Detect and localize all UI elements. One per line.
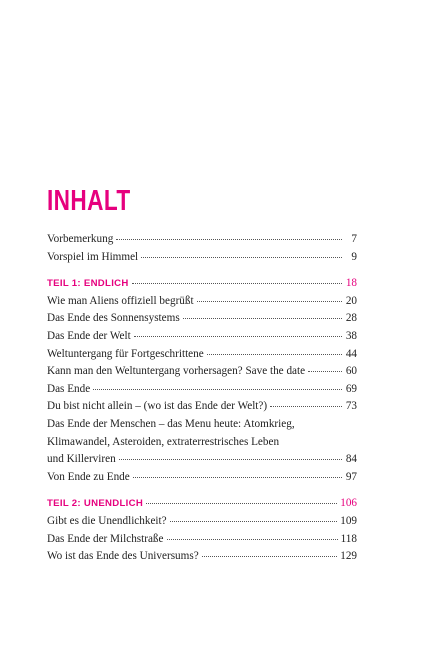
toc-entry-title: und Killerviren <box>47 453 116 466</box>
dot-leader <box>93 389 342 390</box>
toc-page-number: 20 <box>345 294 357 307</box>
toc-entry-title: Wie man Aliens offiziell begrüßt <box>47 294 194 307</box>
dot-leader <box>132 283 342 284</box>
toc-entry[interactable] <box>47 533 357 551</box>
toc-entry-title: Vorbemerkung <box>47 233 114 245</box>
toc-entry-title: Weltuntergang für Fortgeschrittene <box>47 347 204 360</box>
toc-entry-title: Das Ende <box>47 382 91 395</box>
toc-entry-title: TEIL 1: ENDLICH <box>47 278 129 290</box>
toc-entry-title: Das Ende der Welt <box>47 329 131 342</box>
toc-entry-title: TEIL 2: UNENDLICH <box>47 498 144 510</box>
toc-page-number: 73 <box>345 400 357 413</box>
table-of-contents <box>47 233 357 568</box>
dot-leader <box>134 336 342 337</box>
toc-part-heading[interactable] <box>47 277 357 295</box>
dot-leader <box>170 521 338 522</box>
toc-entry[interactable] <box>47 453 357 471</box>
toc-entry[interactable] <box>47 365 357 383</box>
dot-leader <box>133 477 342 478</box>
toc-entry-title: Das Ende des Sonnensystems <box>47 312 180 325</box>
toc-page-number: 106 <box>340 497 357 510</box>
toc-entry-title: Das Ende der Menschen – das Menu heute: Atomkrieg, <box>47 417 295 430</box>
toc-entry-title: Das Ende der Milchstraße <box>47 532 164 545</box>
toc-page-number: 69 <box>345 382 357 395</box>
toc-page-number: 18 <box>345 277 357 290</box>
toc-entry-title: Klimawandel, Asteroiden, extraterrestrisches Leben <box>47 435 280 448</box>
toc-entry-title: Von Ende zu Ende <box>47 470 130 483</box>
toc-entry[interactable] <box>47 312 357 330</box>
toc-entry[interactable] <box>47 348 357 366</box>
dot-leader <box>197 301 342 302</box>
dot-leader <box>141 257 342 258</box>
dot-leader <box>146 503 337 504</box>
page-title: INHALT <box>47 185 131 217</box>
toc-entry[interactable] <box>47 251 357 269</box>
dot-leader <box>116 239 342 240</box>
dot-leader <box>183 318 342 319</box>
toc-entry[interactable] <box>47 515 357 533</box>
toc-entry[interactable] <box>47 330 357 348</box>
dot-leader <box>308 371 342 372</box>
toc-page-number: 118 <box>340 532 357 545</box>
toc-part-heading[interactable] <box>47 497 357 515</box>
toc-page-number: 9 <box>351 250 357 263</box>
toc-entry-title: Du bist nicht allein – (wo ist das Ende der Welt?) <box>47 400 268 413</box>
dot-leader <box>167 539 338 540</box>
toc-entry[interactable] <box>47 471 357 489</box>
toc-entry[interactable] <box>47 400 357 418</box>
toc-entry[interactable] <box>47 233 357 251</box>
toc-page-number: 44 <box>345 347 357 360</box>
toc-page-number: 129 <box>340 550 357 563</box>
dot-leader <box>202 556 338 557</box>
toc-page-number: 60 <box>345 365 357 378</box>
toc-entry[interactable] <box>47 295 357 313</box>
dot-leader <box>119 459 342 460</box>
toc-page-number: 109 <box>340 514 357 527</box>
toc-entry-title: Kann man den Weltuntergang vorhersagen? Save the date <box>47 365 306 378</box>
toc-entry[interactable] <box>47 418 357 436</box>
toc-page-number: 28 <box>345 312 357 325</box>
toc-page-number: 84 <box>345 453 357 466</box>
toc-page-number: 38 <box>345 329 357 342</box>
toc-entry[interactable] <box>47 383 357 401</box>
toc-entry-title: Wo ist das Ende des Universums? <box>47 550 199 563</box>
dot-leader <box>207 354 342 355</box>
dot-leader <box>270 406 342 407</box>
toc-page-number: 97 <box>345 470 357 483</box>
toc-entry[interactable] <box>47 550 357 568</box>
toc-entry-title: Vorspiel im Himmel <box>47 250 139 263</box>
toc-entry[interactable] <box>47 436 357 454</box>
toc-page-number: 7 <box>351 233 357 245</box>
toc-entry-title: Gibt es die Unendlichkeit? <box>47 514 167 527</box>
